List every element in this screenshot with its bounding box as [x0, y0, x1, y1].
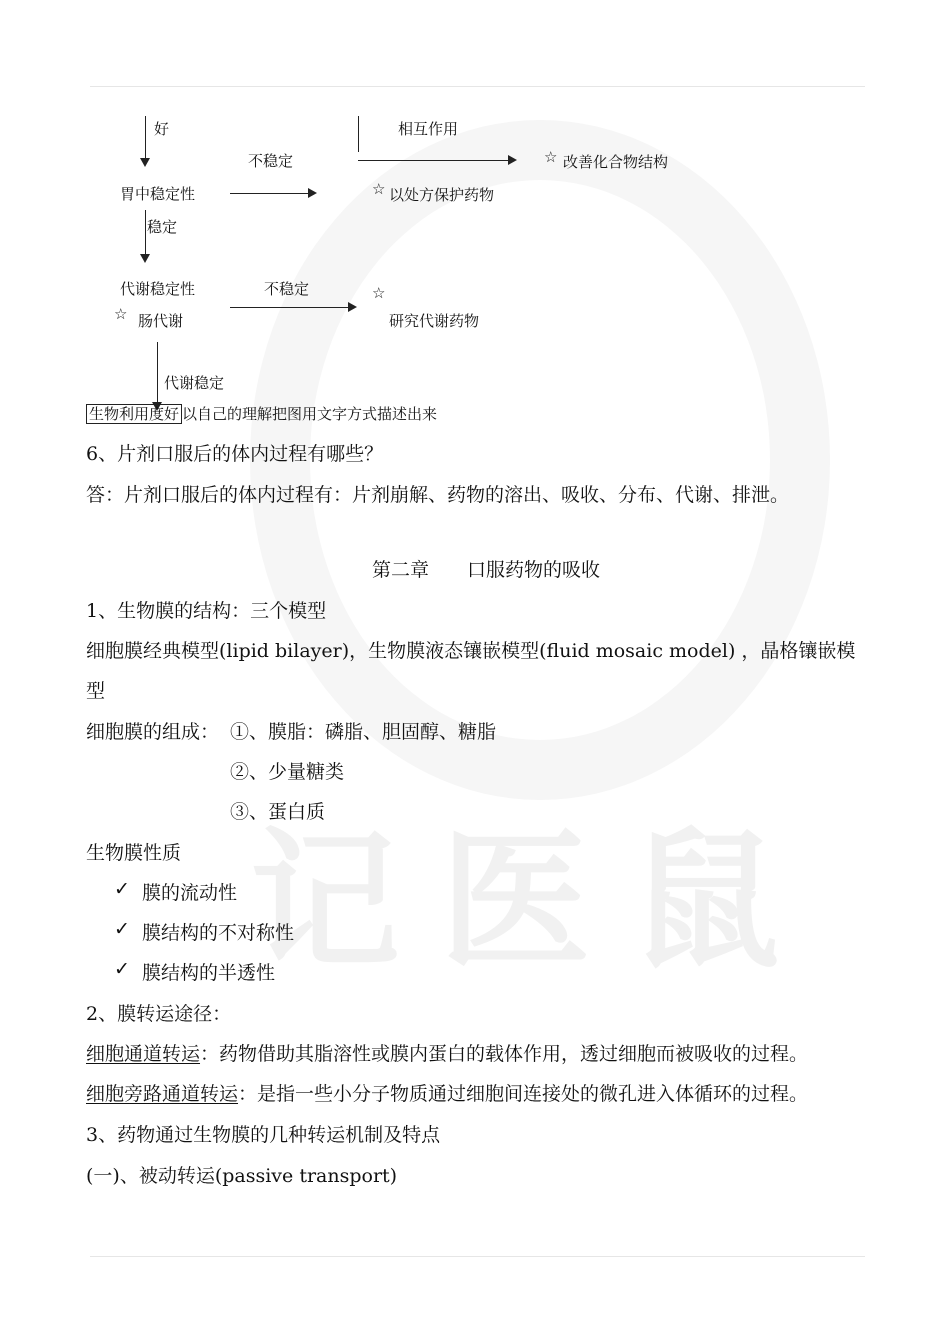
s1-comp2: ②、少量糖类 [230, 761, 345, 783]
s1-comp1: ①、膜脂：磷脂、胆固醇、糖脂 [230, 721, 497, 743]
arrow-metabolic-stable-line [157, 342, 158, 404]
label-metabolic-stable: 代谢稳定 [164, 374, 225, 392]
arrow-stable-head [140, 254, 150, 263]
label-instruction: 以自己的理解把图用文字方式描述出来 [182, 405, 438, 423]
label-interaction: 相互作用 [398, 120, 459, 138]
arrow-good-head [140, 158, 150, 167]
s1-models-line2: 型 [86, 680, 106, 702]
s2-t2-text: ：是指一些小分子物质通过细胞间连接处的微孔进入体循环的过程。 [238, 1083, 809, 1105]
arrow-interaction-line [358, 160, 510, 161]
watermark-text: 记医鼠 [250, 815, 821, 989]
s2-heading: 2、膜转运途径： [86, 1003, 232, 1025]
star-icon: ☆ [372, 180, 386, 198]
q6-question: 6、片剂口服后的体内过程有哪些？ [86, 443, 384, 465]
q6-answer: 答：片剂口服后的体内过程有：片剂崩解、药物的溶出、吸收、分布、代谢、排泄。 [86, 484, 790, 506]
arrow-unstable-1-line [230, 193, 310, 194]
label-unstable-1: 不稳定 [248, 152, 294, 170]
s1-prop2: 膜结构的不对称性 [142, 922, 295, 944]
label-prescription-protect: 以处方保护药物 [389, 186, 495, 204]
arrow-unstable-2-line [230, 307, 350, 308]
check-icon: ✓ [114, 958, 130, 980]
s1-properties-title: 生物膜性质 [86, 842, 182, 864]
s2-t1-text: ：药物借助其脂溶性或膜内蛋白的载体作用，透过细胞而被吸收的过程。 [200, 1043, 809, 1065]
header-rule [90, 86, 865, 87]
s3-heading: 3、药物通过生物膜的几种转运机制及特点 [86, 1124, 441, 1146]
bracket-interaction [358, 116, 359, 152]
s2-t2-term: 细胞旁路通道转运 [86, 1083, 239, 1105]
s2-paracellular [86, 1079, 808, 1106]
s1-prop3: 膜结构的半透性 [142, 962, 276, 984]
arrow-unstable-1-head [308, 188, 317, 198]
star-icon: ☆ [114, 305, 128, 323]
label-stable: 稳定 [147, 218, 178, 236]
arrow-interaction-head [508, 155, 517, 165]
label-stomach-stability: 胃中稳定性 [120, 185, 196, 203]
label-metabolic-stability: 代谢稳定性 [120, 280, 196, 298]
bioavailability-line [86, 403, 437, 424]
s1-composition-label: 细胞膜的组成： [86, 721, 220, 743]
star-icon: ☆ [372, 284, 386, 302]
arrow-stable-line [145, 210, 146, 256]
check-icon: ✓ [114, 918, 130, 940]
chapter-title: 第二章 口服药物的吸收 [372, 559, 601, 581]
check-icon: ✓ [114, 878, 130, 900]
arrow-unstable-2-head [348, 302, 357, 312]
arrow-good-line [145, 116, 146, 162]
label-bioavailability-good: 生物利用度好 [86, 404, 182, 424]
s2-transcellular [86, 1039, 808, 1066]
s3-sub1: (一)、被动转运(passive transport) [86, 1165, 398, 1187]
label-good: 好 [154, 120, 170, 138]
s1-comp3: ③、蛋白质 [230, 801, 326, 823]
s1-prop1: 膜的流动性 [142, 882, 238, 904]
s1-models-line1: 细胞膜经典模型(lipid bilayer)，生物膜液态镶嵌模型(fluid mosaic model) ，晶格镶嵌模 [86, 640, 856, 662]
label-improve-structure: 改善化合物结构 [563, 153, 669, 171]
label-unstable-2: 不稳定 [264, 280, 310, 298]
s1-heading: 1、生物膜的结构：三个模型 [86, 600, 327, 622]
label-research-metabolism: 研究代谢药物 [389, 312, 480, 330]
star-icon: ☆ [544, 148, 558, 166]
s2-t1-term: 细胞通道转运 [86, 1043, 201, 1065]
footer-rule [90, 1256, 865, 1257]
label-intestinal-metabolism: 肠代谢 [138, 312, 184, 330]
